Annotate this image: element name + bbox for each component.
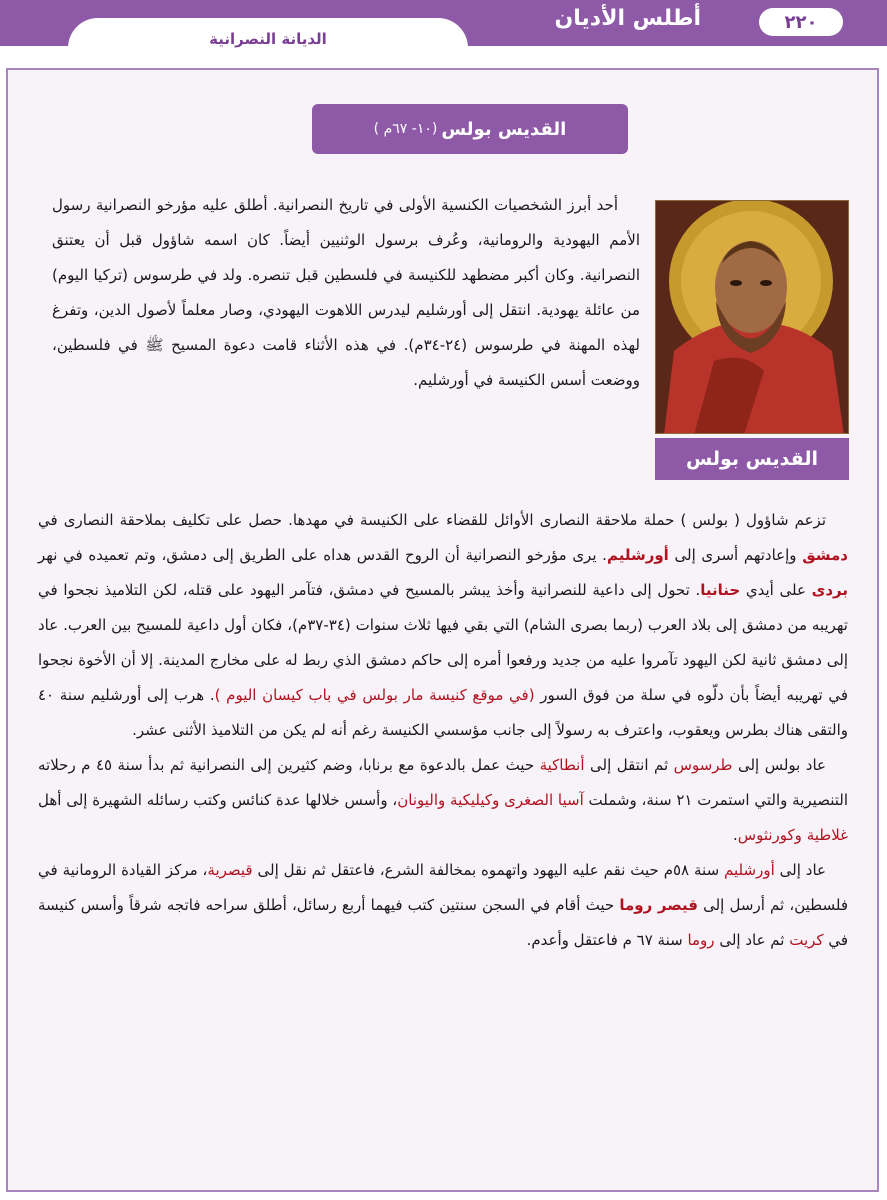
place-jerusalem: أورشليم bbox=[606, 546, 669, 564]
text-run: سنة ٦٧ م فاعتقل وأعدم. bbox=[526, 931, 688, 949]
place-caesarea: قيصرية bbox=[207, 861, 253, 879]
place-jerusalem-2: أورشليم bbox=[724, 861, 775, 879]
place-antioch: أنطاكية bbox=[539, 756, 585, 774]
text-run: تزعم شاؤول ( بولس ) حملة ملاحقة النصارى الأوائل للقضاء على الكنيسة في مهدها. حصل على تكليف بملاحقة النصارى في bbox=[38, 511, 826, 529]
text-run: عاد إلى bbox=[774, 861, 826, 879]
place-regions: آسيا الصغرى وكيليكية واليونان bbox=[397, 791, 584, 809]
intro-paragraph: أحد أبرز الشخصيات الكنسية الأولى في تاريخ النصرانية. أطلق عليه مؤرخو النصرانية رسول الأمم اليهودية والرومانية، وعُرف برسول الوثنيين أيضاً. كان اسمه شاؤول قبل أن يعتنق النصرانية. وكان أكبر مضطهد للكنيسة في فلسطين قبل تنصره. ولد في طرسوس (تركيا اليوم) من عائلة يهودية. انتقل إلى أورشليم ليدرس اللاهوت اليهودي، وصار معلماً لأصول الدين، وتفرغ لهذه المهنة في طرسوس (٢٤-٣٤م). في هذه الأثناء قامت دعوة المسيح ﷺ في فلسطين، ووضعت أسس الكنيسة في أورشليم. bbox=[52, 196, 640, 389]
place-tarsus: طرسوس bbox=[673, 756, 733, 774]
text-run: وإعادتهم أسرى إلى bbox=[668, 546, 803, 564]
caesar-rome: قيصر روما bbox=[619, 896, 698, 914]
place-galatia-corinth: غلاطية وكورنثوس bbox=[737, 826, 848, 844]
text-run: على أيدي bbox=[740, 581, 812, 599]
portrait-icon bbox=[655, 201, 848, 434]
text-run: . هرب إلى أورشليم سنة ٤٠ والتقى هناك بطرس ويعقوب، واعترف به رسولاً إلى جانب مؤسسي الكنيسة رغم أنه لم يكن من التلاميذ الأثنى عشر. bbox=[38, 686, 848, 739]
text-run: . يرى مؤرخو النصرانية أن الروح القدس هداه على الطريق إلى دمشق، وتم تعميده في نهر bbox=[38, 546, 607, 564]
heading-name: القديس بولس bbox=[441, 118, 567, 140]
place-barada: بردى bbox=[811, 581, 848, 599]
intro-text bbox=[52, 188, 640, 398]
text-run: ثم عاد إلى bbox=[714, 931, 790, 949]
portrait-caption: القديس بولس bbox=[655, 438, 849, 480]
heading-dates: (١٠- ٦٧م ) bbox=[373, 121, 438, 137]
text-run: عاد بولس إلى bbox=[732, 756, 826, 774]
paragraph-arrest bbox=[38, 853, 848, 958]
body-text bbox=[38, 503, 848, 958]
paragraph-journeys bbox=[38, 748, 848, 853]
text-run: حيث أقام في السجن سنتين كتب فيهما أربع رسائل، أطلق سراحه فاتجه شرقاً وأسس كنيسة في bbox=[38, 896, 848, 949]
text-run: ، وأسس خلالها عدة كنائس وكتب رسائله الشهيرة إلى أهل bbox=[38, 791, 398, 809]
saint-paul-portrait bbox=[655, 200, 849, 434]
place-damascus: دمشق bbox=[802, 546, 848, 564]
page-number: ٢٢٠ bbox=[759, 8, 843, 36]
text-run: . bbox=[733, 826, 738, 844]
text-run: ثم انتقل إلى bbox=[584, 756, 674, 774]
person-ananias: حنانيا bbox=[700, 581, 741, 599]
text-run: ، مركز القيادة الرومانية في فلسطين، ثم أرسل إلى bbox=[38, 861, 848, 914]
text-run: حيث عمل بالدعوة مع برنابا، وضم كثيرين إلى النصرانية ثم بدأ سنة ٤٥ م رحلاته التنصيرية والتي استمرت ٢١ سنة، وشملت bbox=[38, 756, 848, 809]
place-crete: كريت bbox=[789, 931, 824, 949]
book-title: أطلس الأديان bbox=[554, 6, 701, 31]
text-run: . تحول إلى داعية للنصرانية وأخذ يبشر بالمسيح في دمشق، فتآمر اليهود على قتله، لكن التلاميذ نجحوا في تهريبه من دمشق إلى بلاد العرب (ربما بصرى الشام) التي بقي فيها ثلاث سنوات (٣٤-٣٧م)، فكان أول داعية للمسيح بين العرب. عاد إلى دمشق ثانية لكن اليهود تآمروا عليه من جديد ورفعوا أمره إلى حاكم دمشق الذي ربط له على مخارج المدينة. إلا أن الأخوة نجحوا في تهريبه أيضاً بأن دلّوه في سلة من فوق السور bbox=[38, 581, 848, 704]
place-note: (في موقع كنيسة مار بولس في باب كيسان اليوم ) bbox=[214, 686, 535, 704]
paragraph-pursuit bbox=[38, 503, 848, 748]
section-title-tab: الديانة النصرانية bbox=[68, 18, 468, 60]
place-rome: روما bbox=[687, 931, 715, 949]
article-heading bbox=[312, 104, 628, 154]
text-run: سنة ٥٨م حيث نقم عليه اليهود واتهموه بمخالفة الشرع، فاعتقل ثم نقل إلى bbox=[252, 861, 725, 879]
